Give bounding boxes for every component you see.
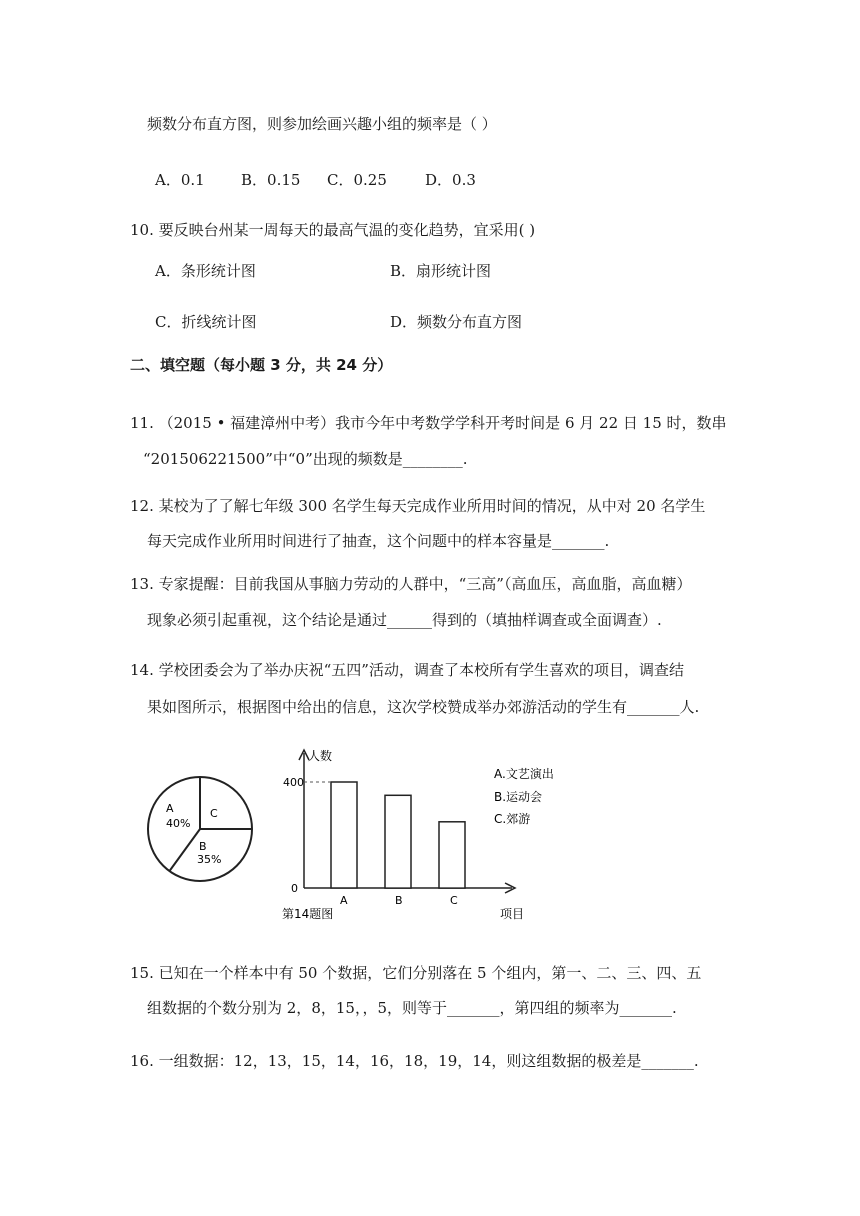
pie-divider-2 xyxy=(169,829,200,871)
q16-line-1: 16. 一组数据：12，13，15，14，16，18，19，14，则这组数据的极差是_______. xyxy=(130,1052,699,1070)
y-tick-400: 400 xyxy=(283,776,304,789)
bar-c xyxy=(439,822,465,888)
pie-label-a: A xyxy=(166,802,174,815)
pie-label-c: C xyxy=(210,807,218,820)
pie-percent-a: 40% xyxy=(166,817,191,830)
bar-a xyxy=(331,782,357,888)
y-axis-label: 人数 xyxy=(308,749,333,763)
q10-option-c: C．折线统计图 xyxy=(155,313,257,331)
x-tick-a: A xyxy=(340,894,348,907)
q9-option-a: A．0.1 xyxy=(155,171,205,189)
q14-line-1: 14. 学校团委会为了举办庆祝“五四”活动，调查了本校所有学生喜欢的项目，调查结 xyxy=(130,661,684,679)
q12-line-1: 12. 某校为了了解七年级 300 名学生每天完成作业所用时间的情况，从中对 20 名学生 xyxy=(130,497,706,515)
legend-item-b: B.运动会 xyxy=(494,790,543,804)
q10-option-b: B．扇形统计图 xyxy=(390,262,492,280)
legend-item-a: A.文艺演出 xyxy=(494,767,554,781)
q9-option-d: D．0.3 xyxy=(425,171,476,189)
q9-option-c: C．0.25 xyxy=(327,171,387,189)
q15-line-1: 15. 已知在一个样本中有 50 个数据，它们分别落在 5 个组内，第一、二、三、四、五 xyxy=(130,964,702,982)
q10-option-d: D．频数分布直方图 xyxy=(390,313,523,331)
bar-b xyxy=(385,795,411,888)
x-axis-label: 项目 xyxy=(500,907,525,921)
q11-line-1: 11. （2015 • 福建漳州中考）我市今年中考数学学科开考时间是 6 月 22 日 15 时，数串 xyxy=(130,414,727,432)
figure-caption: 第14题图 xyxy=(282,907,334,921)
y-tick-0: 0 xyxy=(291,882,298,895)
q15-line-2: 组数据的个数分别为 2，8，15，，5，则等于_______，第四组的频率为_______. xyxy=(147,999,677,1017)
q10-stem: 10. 要反映台州某一周每天的最高气温的变化趋势，宜采用( ) xyxy=(130,221,536,239)
q10-option-a: A．条形统计图 xyxy=(155,262,256,280)
x-tick-b: B xyxy=(395,894,403,907)
section-heading: 二、填空题（每小题 3 分，共 24 分） xyxy=(130,356,393,374)
q12-line-2: 每天完成作业所用时间进行了抽查，这个问题中的样本容量是_______. xyxy=(147,532,610,550)
x-tick-c: C xyxy=(450,894,458,907)
q9-option-b: B．0.15 xyxy=(241,171,301,189)
pie-percent-b: 35% xyxy=(197,853,222,866)
pie-chart xyxy=(148,777,252,881)
q13-line-2: 现象必须引起重视，这个结论是通过______得到的（填抽样调查或全面调查）. xyxy=(147,611,662,629)
q13-line-1: 13. 专家提醒：目前我国从事脑力劳动的人群中，“三高”（高血压，高血脂，高血糖） xyxy=(130,575,692,593)
bar-chart xyxy=(282,748,554,921)
q14-line-2: 果如图所示，根据图中给出的信息，这次学校赞成举办郊游活动的学生有_______人. xyxy=(147,698,700,716)
q9-continuation: 频数分布直方图，则参加绘画兴趣小组的频率是（ ） xyxy=(147,115,497,133)
pie-label-b: B xyxy=(199,840,207,853)
q11-line-2: “201506221500”中“0”出现的频数是________. xyxy=(143,450,468,468)
legend-item-c: C.郊游 xyxy=(494,812,531,826)
